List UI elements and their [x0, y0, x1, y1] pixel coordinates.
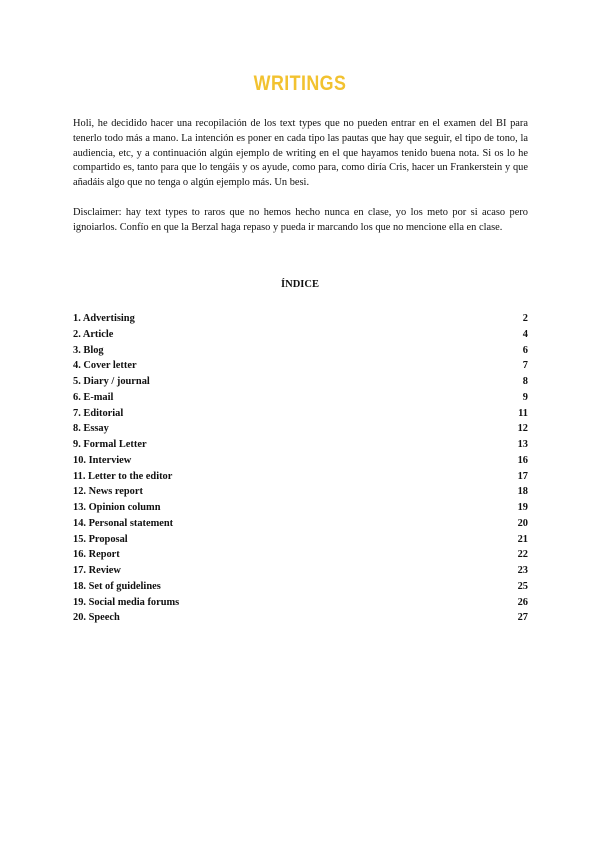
toc-entry-page: 19: [517, 502, 528, 513]
toc-entry-page: 8: [522, 376, 528, 387]
toc-entry[interactable]: [73, 311, 528, 327]
toc-entry[interactable]: [73, 610, 528, 626]
toc-entry-page: 23: [517, 565, 528, 576]
toc-entry-page: 6: [522, 344, 528, 356]
toc-entry-page: 16: [517, 454, 528, 466]
toc-entry[interactable]: [73, 500, 528, 516]
toc-entry[interactable]: [73, 579, 528, 595]
toc-entry-label: 17. Review: [73, 565, 121, 576]
toc-entry[interactable]: [73, 469, 528, 485]
toc-entry-label: 9. Formal Letter: [73, 439, 147, 450]
toc-entry[interactable]: [73, 343, 528, 359]
toc-entry-page: 4: [522, 328, 528, 340]
toc-entry-label: 8. Essay: [73, 423, 109, 435]
toc-entry-label: 16. Report: [73, 549, 120, 561]
toc-entry-page: 21: [517, 533, 528, 545]
toc-entry[interactable]: [73, 390, 528, 406]
toc-entry-page: 20: [517, 517, 528, 529]
toc-entry-label: 1. Advertising: [73, 313, 135, 324]
index-heading: ÍNDICE: [281, 279, 319, 290]
toc-entry-page: 2: [522, 313, 528, 324]
toc-entry-label: 13. Opinion column: [73, 502, 161, 513]
toc-entry-label: 7. Editorial: [73, 407, 124, 419]
document-title: WRITINGS: [253, 72, 347, 95]
toc-entry[interactable]: [73, 437, 528, 453]
toc-entry[interactable]: [73, 358, 528, 374]
toc-entry-label: 19. Social media forums: [73, 596, 180, 608]
toc-entry-page: 9: [522, 391, 528, 403]
toc-entry-label: 10. Interview: [73, 454, 132, 466]
toc-entry-label: 11. Letter to the editor: [73, 470, 173, 482]
toc-entry-label: 2. Article: [73, 328, 114, 340]
toc-entry[interactable]: [73, 374, 528, 390]
toc-entry-page: 18: [517, 486, 528, 498]
toc-entry-page: 17: [517, 470, 528, 482]
toc-entry[interactable]: [73, 327, 528, 343]
toc-entry-label: 15. Proposal: [73, 533, 128, 545]
toc-entry-page: 27: [517, 612, 528, 624]
toc-entry-label: 18. Set of guidelines: [73, 580, 161, 592]
toc-entry[interactable]: [73, 547, 528, 563]
disclaimer-paragraph: Disclaimer: hay text types to raros que no hemos hecho nunca en clase, yo los meto por si acaso pero ignoiarlos. Confío en que la Berzal haga repaso y pueda ir marcando los que no mencione ella en clase.: [73, 207, 528, 233]
toc-entry-label: 14. Personal statement: [73, 517, 174, 529]
toc-entry-page: 13: [517, 439, 528, 450]
table-of-contents: [73, 311, 528, 626]
toc-entry-label: 5. Diary / journal: [73, 376, 150, 387]
toc-entry[interactable]: [73, 595, 528, 611]
toc-entry-label: 12. News report: [73, 486, 143, 498]
toc-entry[interactable]: [73, 421, 528, 437]
toc-entry-label: 4. Cover letter: [73, 360, 137, 372]
toc-entry-label: 6. E-mail: [73, 391, 114, 403]
toc-entry[interactable]: [73, 563, 528, 579]
toc-entry-page: 12: [517, 423, 528, 435]
toc-entry-label: 20. Speech: [73, 612, 120, 624]
toc-entry-label: 3. Blog: [73, 344, 104, 356]
toc-entry[interactable]: [73, 484, 528, 500]
toc-entry-page: 25: [517, 580, 528, 592]
toc-entry-page: 11: [518, 407, 528, 419]
toc-entry[interactable]: [73, 516, 528, 532]
toc-entry[interactable]: [73, 532, 528, 548]
toc-entry[interactable]: [73, 406, 528, 422]
intro-paragraph: Holi, he decidido hacer una recopilación de los text types que no pueden entrar en el examen del BI para tenerlo todo más a mano. La intención es poner en cada tipo las pautas que hay que seguir, el tipo de tono, la audiencia, etc, y a continuación algún ejemplo de writing en el que hayamos tenido buena nota. Si os lo he compartido es, tanto para que lo tengáis y os ayude, como para, como diría Cris, hacer un Frankerstein y que añadáis algo que no tenga o algún ejemplo más. Un besi.: [73, 118, 528, 189]
toc-entry-page: 22: [517, 549, 528, 561]
toc-entry[interactable]: [73, 453, 528, 469]
toc-entry-page: 7: [522, 360, 528, 372]
toc-entry-page: 26: [517, 596, 528, 608]
